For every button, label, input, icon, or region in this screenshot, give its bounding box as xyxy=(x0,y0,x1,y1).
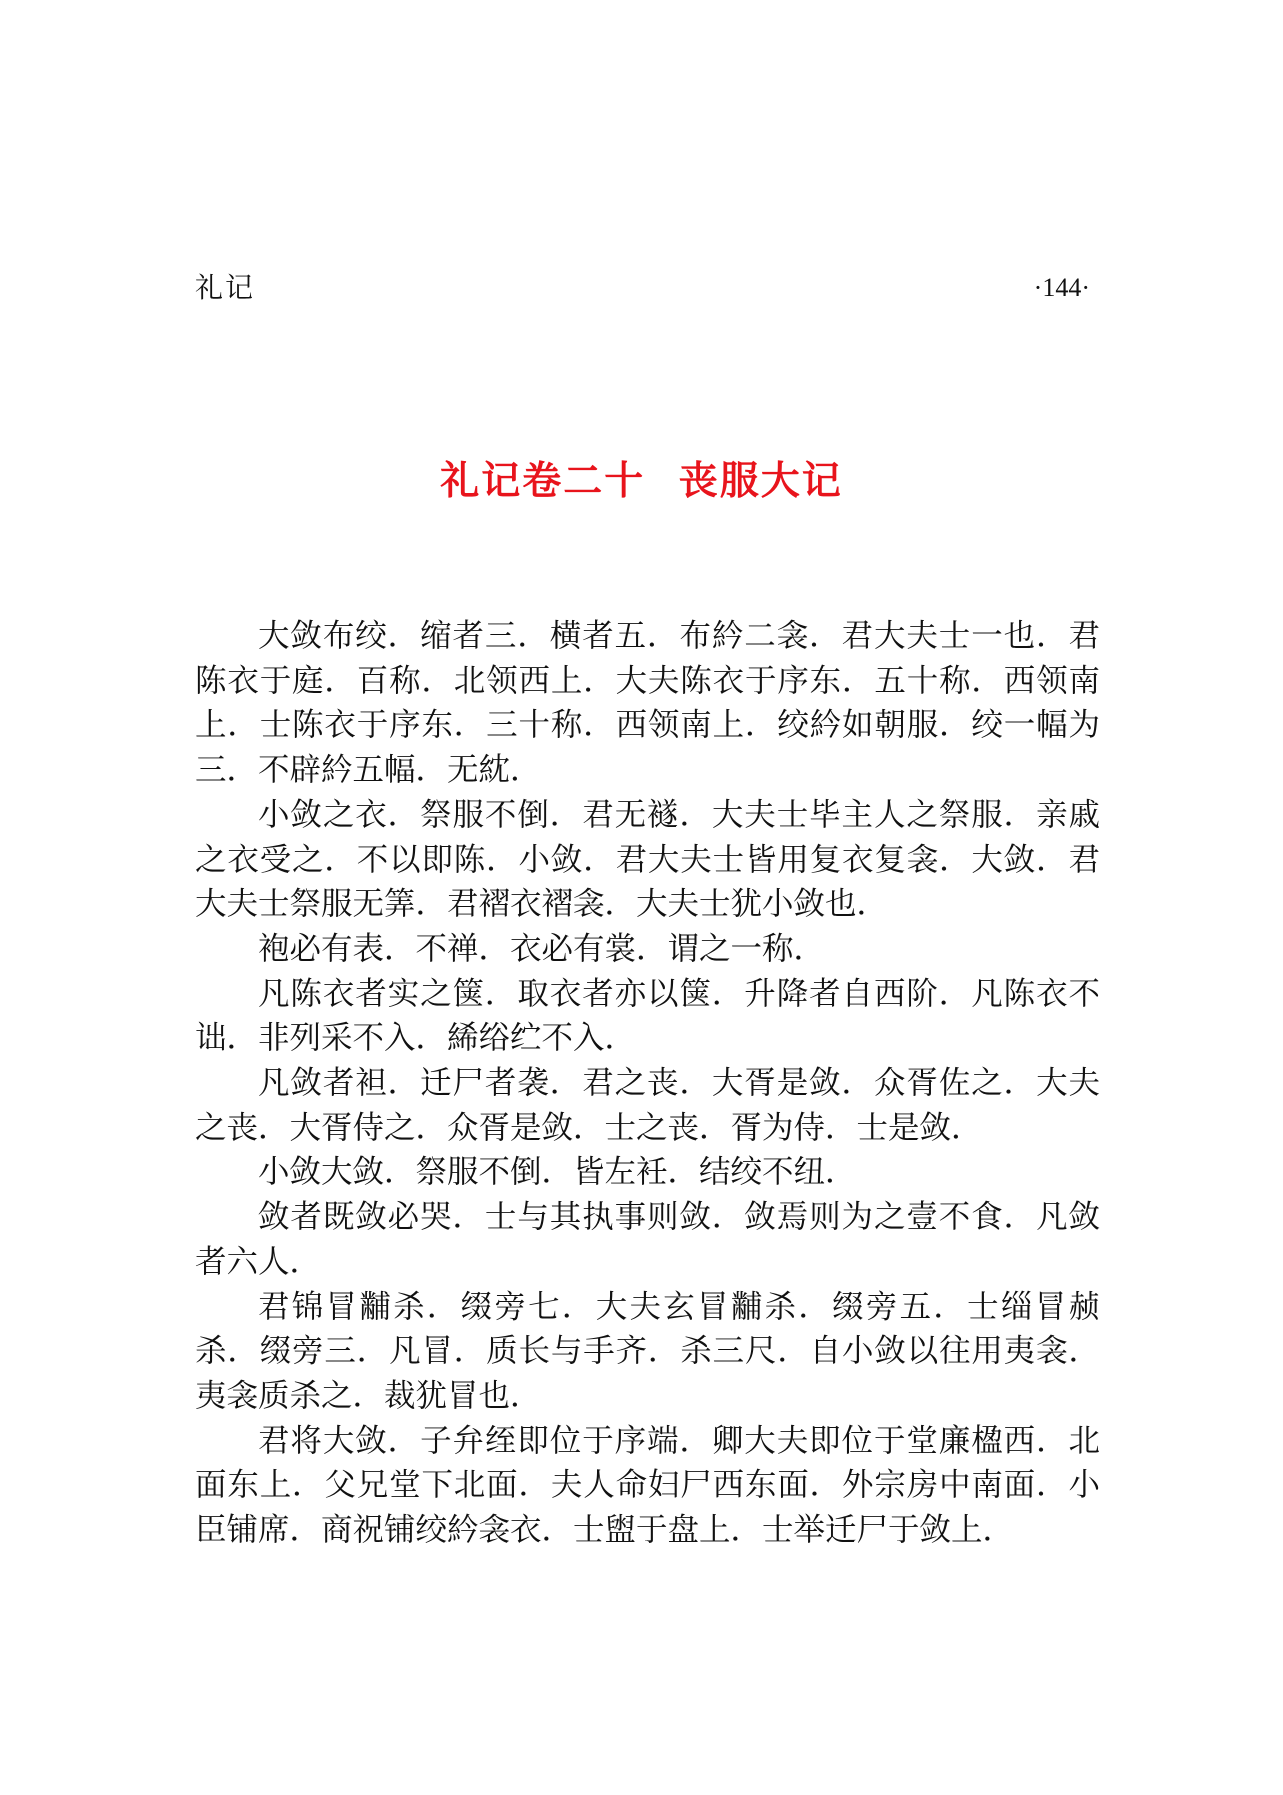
paragraph-5: 凡敛者袒．迁尸者袭．君之丧．大胥是敛．众胥佐之．大夫之丧．大胥侍之．众胥是敛．士之丧．胥为侍．士是敛． xyxy=(195,1065,1100,1146)
paragraph-3: 袍必有表．不禅．衣必有裳．谓之一称． xyxy=(258,930,826,967)
paragraph-9: 君将大敛．子弁绖即位于序端．卿大夫即位于堂廉楹西．北面东上．父兄堂下北面．夫人命妇尸西东面．外宗房中南面．小臣铺席．商祝铺绞紟衾衣．士盥于盘上．士举迁尸于敛上． xyxy=(195,1422,1100,1549)
paragraph-2: 小敛之衣．祭服不倒．君无襚．大夫士毕主人之祭服．亲戚之衣受之．不以即陈．小敛．君大夫士皆用复衣复衾．大敛．君大夫士祭服无筭．君褶衣褶衾．大夫士犹小敛也． xyxy=(195,796,1100,923)
running-head-title: 礼记 xyxy=(195,271,256,304)
page-number: ·144· xyxy=(1033,273,1090,302)
paragraph-7: 敛者既敛必哭．士与其执事则敛．敛焉则为之壹不食．凡敛者六人． xyxy=(195,1199,1100,1280)
paragraph-6: 小敛大敛．祭服不倒．皆左衽．结绞不纽． xyxy=(258,1154,857,1191)
paragraph-1: 大敛布绞．缩者三．横者五．布紟二衾．君大夫士一也．君陈衣于庭．百称．北领西上．大夫陈衣于序东．五十称．西领南上．士陈衣于序东．三十称．西领南上．绞紟如朝服．绞一幅为三．不辟紟五幅．无紞． xyxy=(195,618,1100,789)
body-text xyxy=(195,614,1100,1553)
chapter-title: 礼记卷二十 丧服大记 xyxy=(440,459,843,504)
paragraph-8: 君锦冒黼杀．缀旁七．大夫玄冒黼杀．缀旁五．士缁冒赪杀．缀旁三．凡冒．质长与手齐．杀三尺．自小敛以往用夷衾．夷衾质杀之．裁犹冒也． xyxy=(195,1288,1100,1414)
paragraph-4: 凡陈衣者实之箧．取衣者亦以箧．升降者自西阶．凡陈衣不诎．非列采不入．絺绤纻不入． xyxy=(195,975,1100,1057)
